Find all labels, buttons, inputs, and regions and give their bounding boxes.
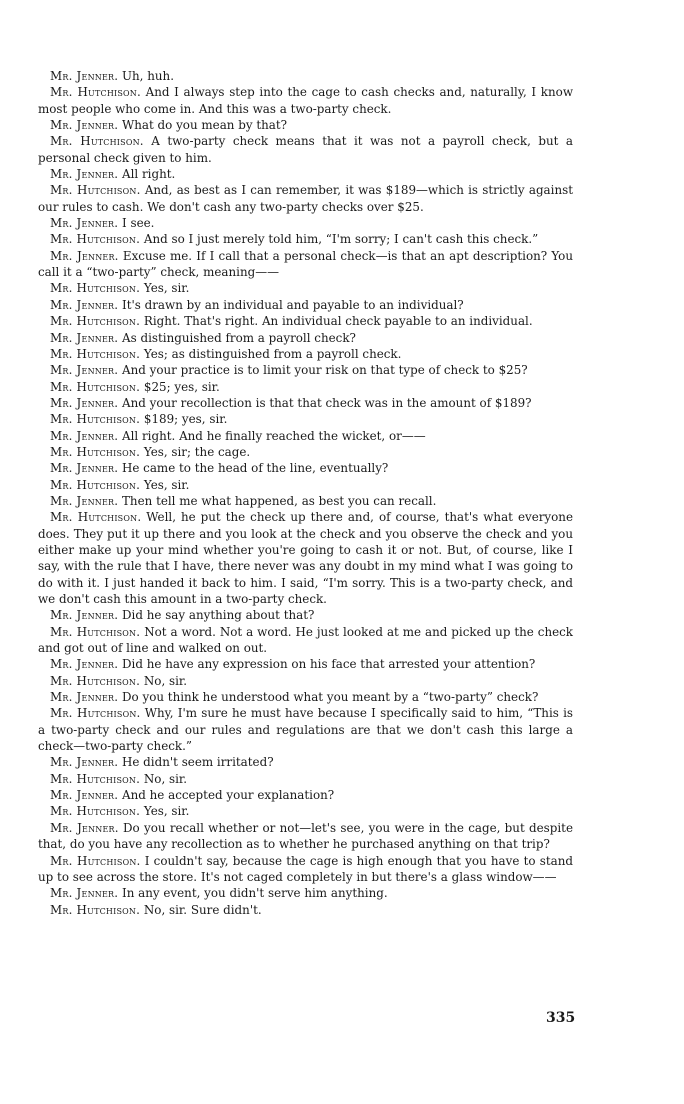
speech-text: $189; yes, sir. xyxy=(143,412,228,427)
speech-text: Yes, sir. xyxy=(143,281,190,296)
speech-text: Did he have any expression on his face that arrested your attention? xyxy=(122,657,536,672)
testimony-paragraph xyxy=(38,133,573,166)
speaker-name: Mr. Jenner. xyxy=(50,608,119,623)
speech-text: All right. And he finally reached the wicket, or—— xyxy=(122,428,426,443)
speaker-name: Mr. Hutchison. xyxy=(50,673,141,688)
speech-text: I couldn't say, because the cage is high enough that you have to stand up to see across the store. It's not caged completely in but there's a glass window—— xyxy=(38,853,573,884)
speech-text: And he accepted your explanation? xyxy=(122,788,335,803)
testimony-paragraph xyxy=(38,803,573,819)
speech-text: Then tell me what happened, as best you can recall. xyxy=(122,493,437,508)
testimony-text xyxy=(38,68,573,918)
speech-text: Right. That's right. An individual check payable to an individual. xyxy=(143,314,533,329)
speech-text: Well, he put the check up there and, of course, that's what everyone does. They put it up there and you look at the check and you observe the check and you either make up your mind whether you're going to cash it or not. But, of course, like I say, with the rule that I have, there never was any doubt in my mind what I was going to do with it. I just handed it back to him. I said, “I'm sorry. This is a two-party check, and we don't cash this amount in a two-party check. xyxy=(38,510,573,606)
testimony-paragraph xyxy=(38,330,573,346)
speech-text: Why, I'm sure he must have because I specifically said to him, “This is a two-party check and our rules and regulations are that we don't cash this large a check—two-party check.” xyxy=(38,706,573,754)
speech-text: Yes, sir. xyxy=(143,804,190,819)
testimony-paragraph xyxy=(38,754,573,770)
speaker-name: Mr. Hutchison. xyxy=(50,771,141,786)
testimony-paragraph xyxy=(38,853,573,886)
speaker-name: Mr. Jenner. xyxy=(50,297,119,312)
speaker-name: Mr. Jenner. xyxy=(50,330,119,345)
page-number: 335 xyxy=(546,1010,576,1026)
speaker-name: Mr. Hutchison. xyxy=(50,85,141,100)
testimony-paragraph xyxy=(38,509,573,607)
speaker-name: Mr. Hutchison. xyxy=(50,183,141,198)
speech-text: Yes; as distinguished from a payroll check. xyxy=(143,346,402,361)
testimony-paragraph xyxy=(38,477,573,493)
testimony-paragraph xyxy=(38,379,573,395)
speech-text: Yes, sir; the cage. xyxy=(143,444,251,459)
testimony-paragraph xyxy=(38,460,573,476)
testimony-paragraph xyxy=(38,902,573,918)
speech-text: And your recollection is that that check was in the amount of $189? xyxy=(122,395,532,410)
speaker-name: Mr. Jenner. xyxy=(50,461,119,476)
speaker-name: Mr. Hutchison. xyxy=(50,853,141,868)
speech-text: Do you recall whether or not—let's see, you were in the cage, but despite that, do you have any recollection as to whether he purchased anything on that trip? xyxy=(38,820,573,852)
speaker-name: Mr. Jenner. xyxy=(50,493,119,508)
testimony-paragraph xyxy=(38,166,573,182)
speaker-name: Mr. Hutchison. xyxy=(50,346,141,361)
speaker-name: Mr. Hutchison. xyxy=(50,444,141,459)
testimony-paragraph xyxy=(38,248,573,281)
testimony-paragraph xyxy=(38,313,573,329)
speaker-name: Mr. Hutchison. xyxy=(50,804,141,819)
speech-text: Not a word. Not a word. He just looked at me and picked up the check and got out of line and walked on out. xyxy=(38,624,574,656)
speech-text: No, sir. xyxy=(143,771,188,786)
speech-text: Uh, huh. xyxy=(122,69,174,83)
testimony-paragraph xyxy=(38,673,573,689)
speaker-name: Mr. Hutchison. xyxy=(50,134,144,149)
testimony-paragraph xyxy=(38,362,573,378)
speaker-name: Mr. Jenner. xyxy=(50,820,119,835)
testimony-paragraph xyxy=(38,182,573,215)
testimony-paragraph xyxy=(38,68,573,84)
speaker-name: Mr. Hutchison. xyxy=(50,232,141,247)
speaker-name: Mr. Jenner. xyxy=(50,428,119,443)
speech-text: And your practice is to limit your risk on that type of check to $25? xyxy=(122,363,528,378)
speaker-name: Mr. Jenner. xyxy=(50,363,119,378)
speech-text: What do you mean by that? xyxy=(122,118,288,133)
speaker-name: Mr. Hutchison. xyxy=(50,412,141,427)
speech-text: Did he say anything about that? xyxy=(122,608,315,623)
testimony-paragraph xyxy=(38,885,573,901)
testimony-paragraph xyxy=(38,395,573,411)
speaker-name: Mr. Hutchison. xyxy=(50,477,141,492)
testimony-paragraph xyxy=(38,231,573,247)
testimony-paragraph xyxy=(38,444,573,460)
speaker-name: Mr. Jenner. xyxy=(50,788,119,803)
speaker-name: Mr. Hutchison. xyxy=(50,706,141,721)
testimony-paragraph xyxy=(38,787,573,803)
speech-text: Excuse me. If I call that a personal check—is that an apt description? You call it a “two-party” check, meaning—— xyxy=(38,248,573,280)
testimony-paragraph xyxy=(38,117,573,133)
speech-text: No, sir. xyxy=(143,673,188,688)
speech-text: And I always step into the cage to cash checks and, naturally, I know most people who come in. And this was a two-party check. xyxy=(38,85,573,116)
speech-text: And, as best as I can remember, it was $189—which is strictly against our rules to cash. We don't cash any two-party checks over $25. xyxy=(38,183,573,214)
testimony-paragraph xyxy=(38,705,573,754)
speaker-name: Mr. Jenner. xyxy=(50,755,119,770)
speaker-name: Mr. Hutchison. xyxy=(50,379,141,394)
testimony-paragraph xyxy=(38,297,573,313)
speech-text: As distinguished from a payroll check? xyxy=(122,330,356,345)
speech-text: In any event, you didn't serve him anything. xyxy=(122,886,388,901)
speaker-name: Mr. Jenner. xyxy=(50,248,119,263)
speaker-name: Mr. Hutchison. xyxy=(50,902,141,917)
speaker-name: Mr. Jenner. xyxy=(50,167,119,182)
testimony-paragraph xyxy=(38,689,573,705)
testimony-paragraph xyxy=(38,215,573,231)
speaker-name: Mr. Hutchison. xyxy=(50,314,141,329)
speaker-name: Mr. Hutchison. xyxy=(50,281,141,296)
testimony-paragraph xyxy=(38,428,573,444)
testimony-paragraph xyxy=(38,607,573,623)
speech-text: $25; yes, sir. xyxy=(143,379,220,394)
speaker-name: Mr. Jenner. xyxy=(50,886,119,901)
speaker-name: Mr. Hutchison. xyxy=(50,624,141,639)
testimony-paragraph xyxy=(38,411,573,427)
speech-text: Yes, sir. xyxy=(143,477,190,492)
testimony-paragraph xyxy=(38,493,573,509)
speech-text: I see. xyxy=(122,216,155,231)
speaker-name: Mr. Jenner. xyxy=(50,69,119,83)
speech-text: It's drawn by an individual and payable to an individual? xyxy=(122,297,464,312)
speaker-name: Mr. Hutchison. xyxy=(50,510,142,525)
speech-text: Do you think he understood what you meant by a “two-party” check? xyxy=(122,690,539,705)
testimony-paragraph xyxy=(38,280,573,296)
speech-text: A two-party check means that it was not a payroll check, but a personal check given to him. xyxy=(38,134,573,165)
speech-text: And so I just merely told him, “I'm sorry; I can't cash this check.” xyxy=(143,232,539,247)
speaker-name: Mr. Jenner. xyxy=(50,118,119,133)
speech-text: He came to the head of the line, eventually? xyxy=(122,461,389,476)
testimony-paragraph xyxy=(38,771,573,787)
speech-text: All right. xyxy=(122,167,176,182)
speaker-name: Mr. Jenner. xyxy=(50,216,119,231)
speaker-name: Mr. Jenner. xyxy=(50,657,119,672)
speaker-name: Mr. Jenner. xyxy=(50,690,119,705)
speech-text: He didn't seem irritated? xyxy=(122,755,274,770)
testimony-paragraph xyxy=(38,624,573,657)
testimony-paragraph xyxy=(38,84,573,117)
testimony-paragraph xyxy=(38,656,573,672)
speech-text: No, sir. Sure didn't. xyxy=(143,902,262,917)
testimony-paragraph xyxy=(38,346,573,362)
testimony-paragraph xyxy=(38,820,573,853)
speaker-name: Mr. Jenner. xyxy=(50,395,119,410)
